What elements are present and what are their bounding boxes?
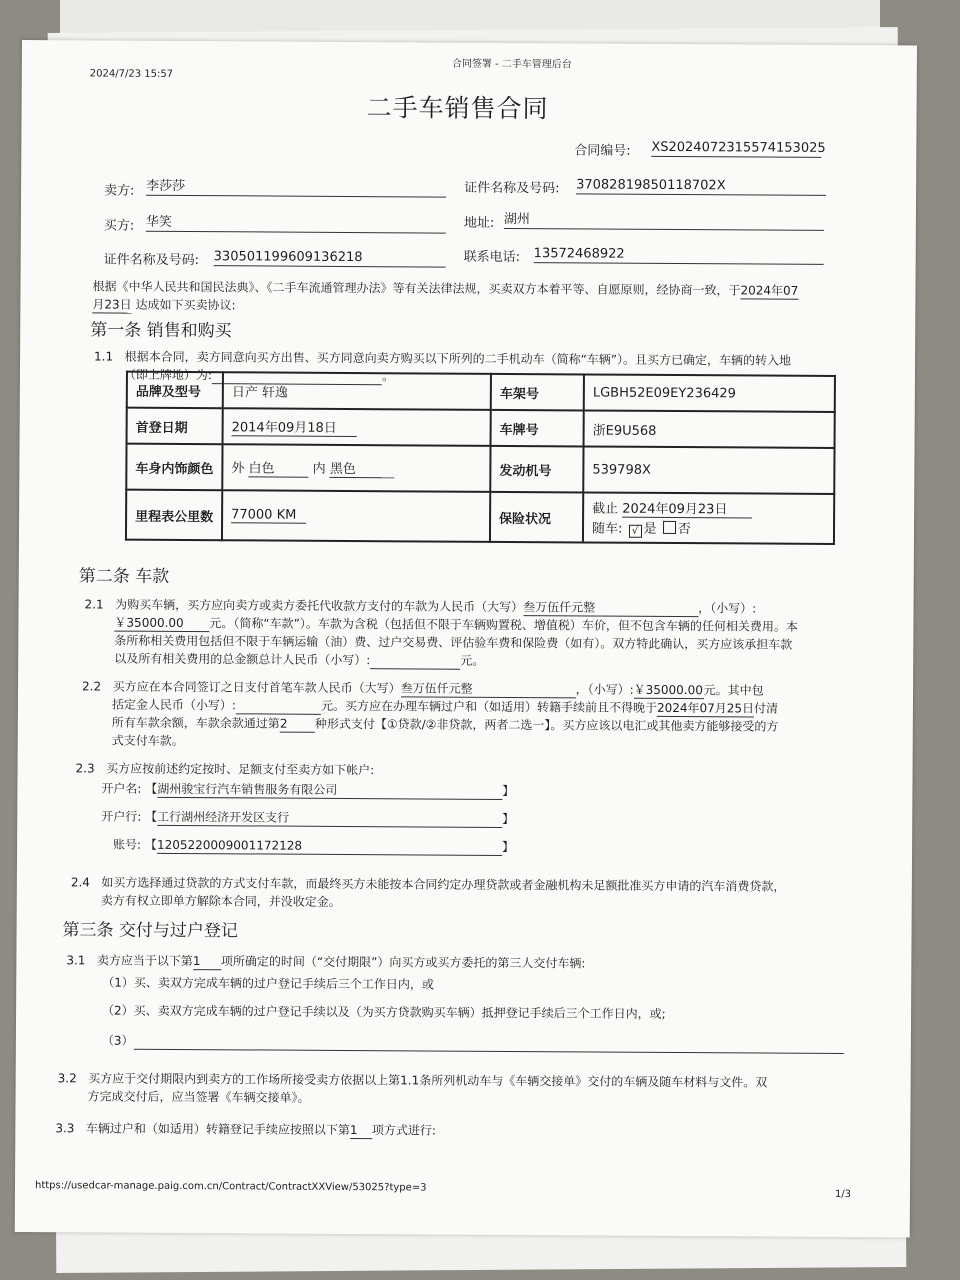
seller-name: 李莎莎 (146, 179, 446, 198)
contract-page (15, 40, 917, 1237)
mileage-cell (222, 490, 490, 542)
clause-2-3: 2.3 买方应按前述约定按时、足额支付至卖方如下帐户: (75, 761, 375, 778)
page-url: https://usedcar-manage.paig.com.cn/Contract/ContractXXView/53025?type=3 (34, 1180, 427, 1194)
mileage-value: 77000 KM (231, 507, 306, 523)
page-number: 1/3 (834, 1188, 852, 1201)
phone-label: 联系电话: (463, 249, 521, 266)
color-cell: 外 白色 内 黑色 (222, 444, 490, 492)
address-label: 地址: (463, 215, 495, 231)
account-number: 1205220009001172128 (157, 837, 502, 856)
plate-label: 车牌号 (491, 410, 584, 447)
brand-value: 日产 轩逸 (223, 372, 491, 410)
clause-1-1: 1.1 根据本合同，卖方同意向买方出售、买方同意向卖方购买以下所列的二手机动车（简称“车辆”）。且买方已确定，车辆的转入地 (94, 349, 792, 368)
mileage-label: 里程表公里数 (126, 490, 222, 541)
clause-3-3: 3.3 车辆过户和（如适用）转籍登记手续应按照以下第1 项方式进行: (55, 1121, 436, 1138)
article-1-title: 第一条 销售和购买 (90, 320, 232, 342)
seller-id-label: 证件名称及号码: (464, 180, 560, 197)
reg-date-label: 首登日期 (127, 408, 223, 445)
bank-account-name-row: 开户名: 【湖州骏宝行汽车销售服务有限公司 】 (101, 781, 515, 799)
print-timestamp: 2024/7/23 15:57 (89, 68, 174, 80)
engine-value: 539798X (583, 446, 834, 494)
clause-3-2-b: 方完成交付后，应当签署《车辆交接单》。 (87, 1089, 310, 1105)
buyer-id-label: 证件名称及号码: (103, 252, 200, 269)
system-title: 合同签署 - 二手车管理后台 (451, 58, 572, 71)
clause-2-2-b: 括定金人民币（小写）: 元。买方应在办理车辆过户和（如适用）转籍手续前且不得晚于2024年07月25日付清 (111, 697, 779, 716)
clause-1-1-b: （即上牌地）为: 。 (123, 367, 395, 384)
seller-label: 卖方: (104, 183, 135, 199)
vehicle-table (125, 371, 836, 545)
insurance-cell: 截止 2024年09月23日 随车: √ 是 否 (583, 492, 834, 544)
vin-label: 车架号 (491, 374, 584, 411)
phone: 13572468922 (534, 246, 824, 265)
buyer-name: 华笑 (146, 215, 446, 234)
contract-title: 二手车销售合同 (366, 93, 549, 124)
clause-3-1-2: （2）买、卖双方完成车辆的过户登记手续以及（为买方贷款购买车辆）抵押登记手续后三个工作日内，或; (102, 1003, 666, 1021)
clause-3-1-1: （1）买、卖双方完成车辆的过户登记手续后三个工作日内，或 (102, 975, 434, 992)
bank-name: 工行湖州经济开发区支行 (157, 809, 502, 828)
clause-2-1-d: 以及所有相关费用的总金额总计人民币（小写）: 元。 (114, 651, 485, 668)
clause-2-2-d: 式支付车款。 (111, 733, 184, 749)
reg-date-cell (223, 408, 491, 446)
contract-no: XS2024072315574153025 (651, 139, 826, 156)
insurance-no-checkbox[interactable] (663, 521, 676, 534)
engine-label: 发动机号 (490, 446, 583, 493)
bank-row: 开户行: 【工行湖州经济开发区支行 】 (101, 809, 515, 827)
clause-3-1: 3.1 卖方应当于以下第1 项所确定的时间（“交付期限”）向买方或买方委托的第三人交付车辆: (66, 953, 586, 971)
bank-account-name: 湖州骏宝行汽车销售服务有限公司 (157, 781, 502, 800)
insurance-yes-checkbox[interactable]: √ (629, 525, 642, 538)
address: 湖州 (504, 212, 824, 231)
color-label: 车身内饰颜色 (126, 444, 222, 491)
clause-3-2: 3.2 买方应于交付期限内到卖方的工作场所接受卖方依据以上第1.1条所列机动车与《车辆交接单》交付的车辆及随车材料与文件。双 (57, 1071, 768, 1090)
article-2-title: 第二条 车款 (78, 566, 170, 587)
clause-2-4: 2.4 如买方选择通过贷款的方式支付车款，而最终买方未能按本合同约定办理贷款或者金融机构未足额批准买方申请的汽车消费贷款， (70, 875, 786, 894)
preamble-line1: 根据《中华人民共和国民法典》、《二手车流通管理办法》等有关法律法规，买卖双方本着平等、自愿原则，经协商一致，于2024年07 (92, 279, 799, 298)
reg-date-value: 2014年09月18日 (232, 416, 357, 437)
clause-2-1: 2.1 为购买车辆，买方应向卖方或卖方委托代收款方支付的车款为人民币（大写）叁万伍仟元整 ，（小写）: (84, 597, 757, 616)
clause-2-1-b: ￥35000.00 元。（简称“车款”）。车款为含税（包括但不限于车辆购置税、增值税）车价，但不包含车辆的任何相关费用。本 (114, 615, 798, 634)
clause-3-1-3: （3） (102, 1033, 844, 1055)
vin-value: LGBH52E09EY236429 (584, 374, 835, 412)
account-row: 账号: 【1205220009001172128 】 (113, 837, 515, 855)
clause-2-4-b: 卖方有权立即单方解除本合同，并没收定金。 (100, 893, 341, 909)
buyer-label: 买方: (103, 218, 135, 234)
seller-id: 37082819850118702X (576, 177, 826, 196)
brand-label: 品牌及型号 (127, 372, 223, 409)
article-3-title: 第三条 交付与过户登记 (62, 920, 239, 942)
clause-2-2: 2.2 买方应在本合同签订之日支付首笔车款人民币（大写）叁万伍仟元整 ，（小写）:￥35000.00元。其中包 (82, 679, 764, 698)
preamble-line2: 月23日 达成如下买卖协议: (92, 297, 236, 313)
insurance-label: 保险状况 (490, 492, 583, 543)
plate-value: 浙E9U568 (584, 410, 835, 448)
clause-2-1-c: 条所称相关费用包括但不限于车辆运输（油）费、过户交易费、评估验车费和保险费（如有）。双方特此确认，买方应该承担车款 (114, 633, 793, 652)
clause-2-2-c: 所有车款余额，车款余款通过第2 种形式支付【①贷款/②非贷款，两者二选一】。买方应该以电汇或其他卖方能够接受的方 (111, 715, 779, 734)
buyer-id: 330501199609136218 (214, 249, 446, 267)
contract-no-label: 合同编号: (574, 143, 631, 159)
